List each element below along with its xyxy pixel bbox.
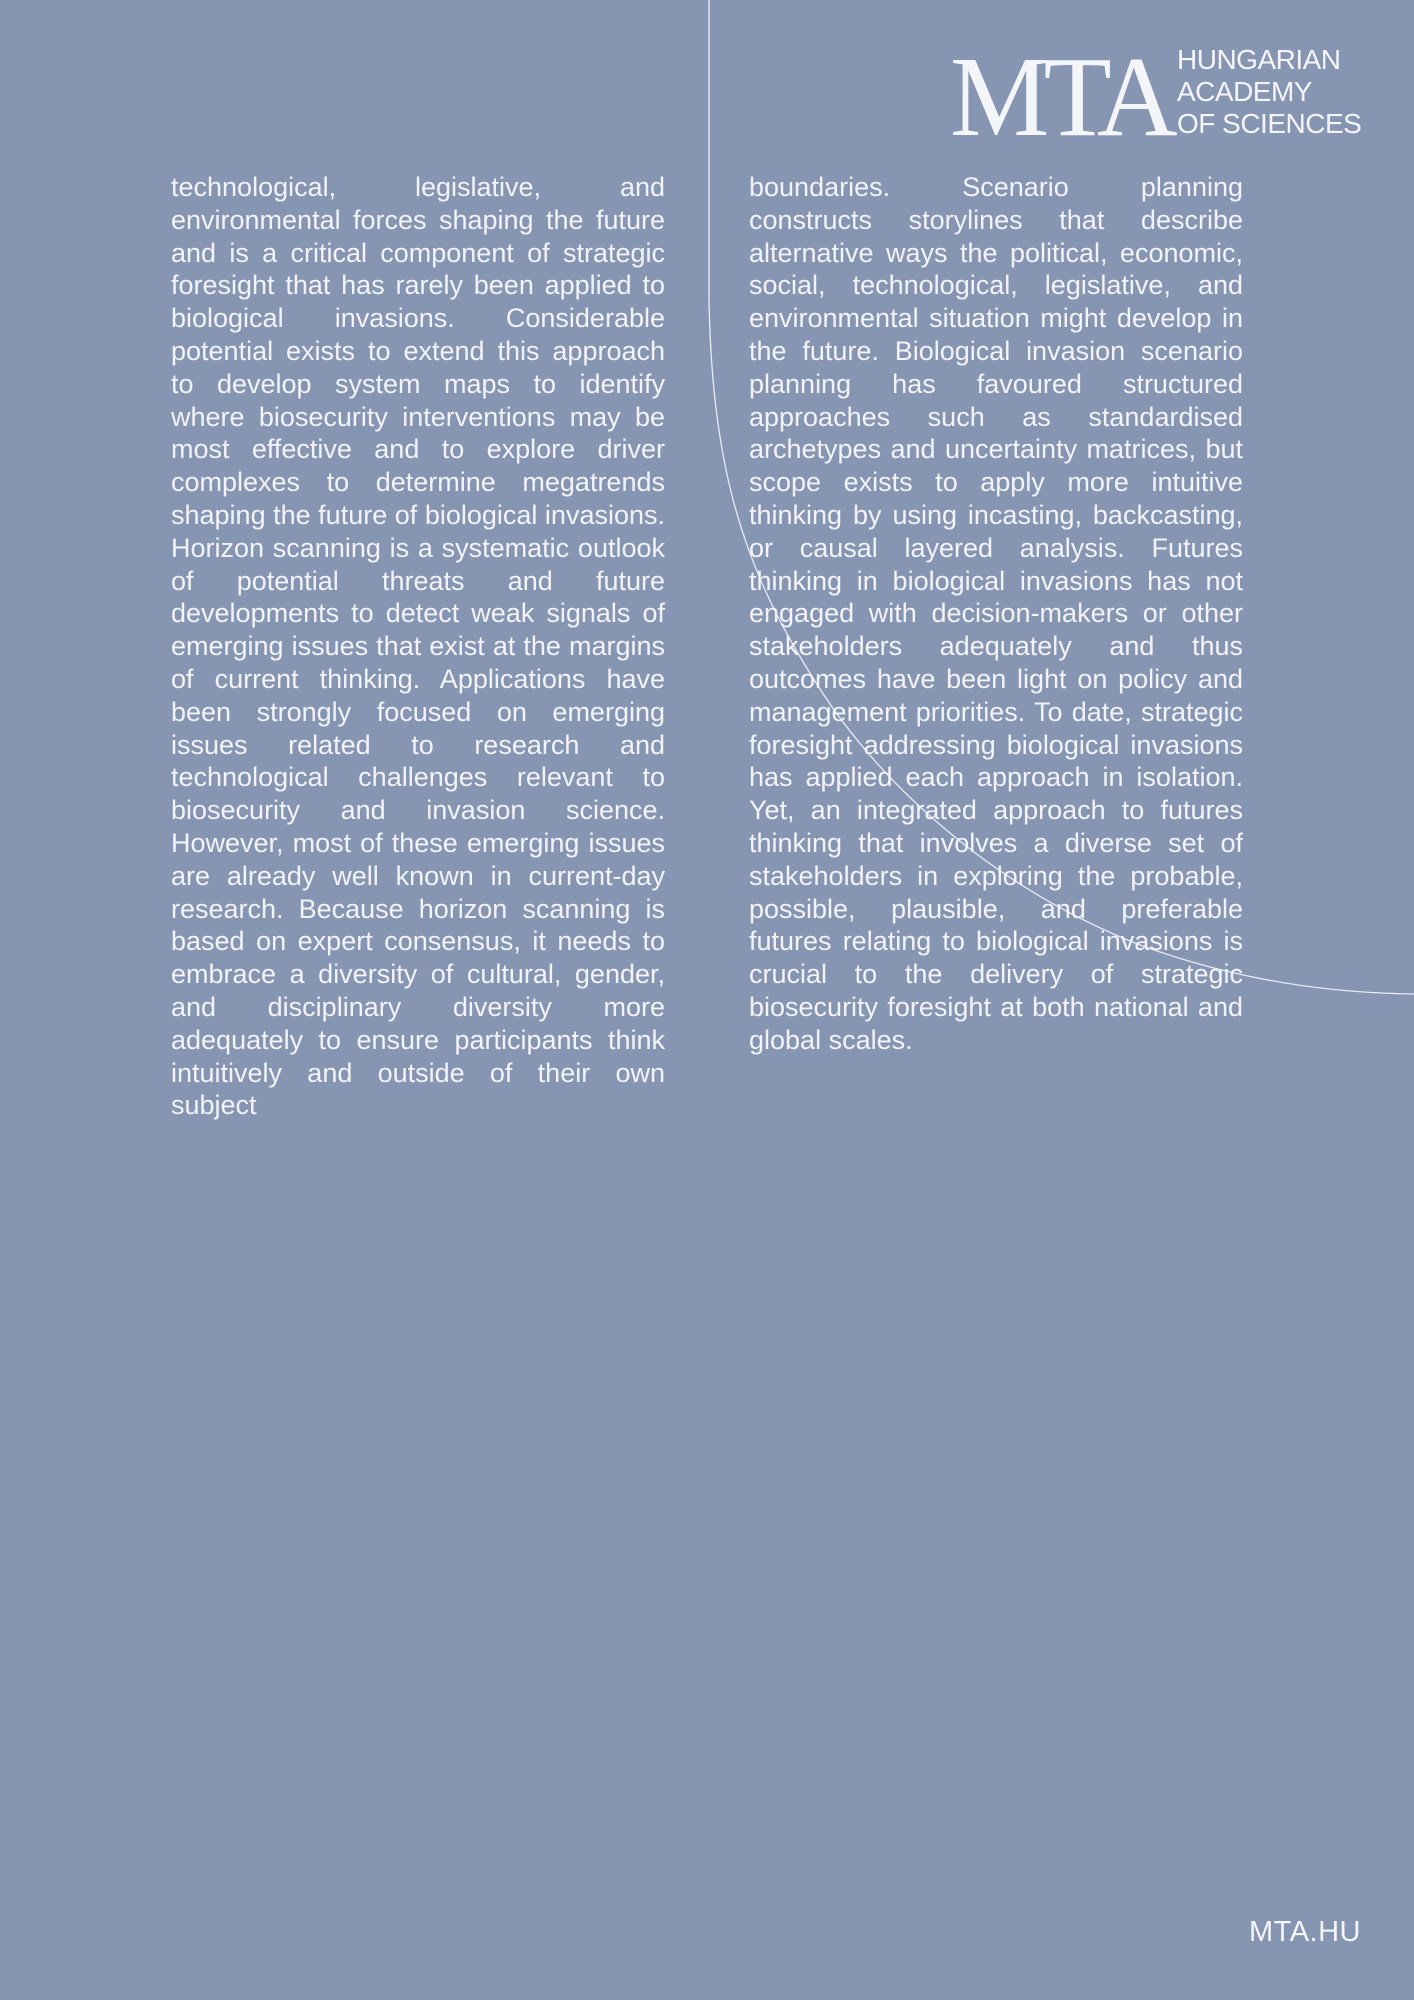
left-text-column: technological, legislative, and environmental forces shaping the future and is a critical component of strategic foresight that has rarely been applied to biological invasions. Considerable potential exists to extend this approach to develop system maps to identify where biosecurity interventions may be most effective and to explore driver complexes to determine megatrends shaping the future of biological invasions. Horizon scanning is a systematic outlook of potential threats and future developments to detect weak signals of emerging issues that exist at the margins of current thinking. Applications have been strongly focused on emerging issues related to research and technological challenges relevant to biosecurity and invasion science. However, most of these emerging issues are already well known in current-day research. Because horizon scanning is based on expert consensus, it needs to embrace a diversity of cultural, gender, and disciplinary diversity more adequately to ensure participants think intuitively and outside of their own subject (171, 172, 665, 1121)
mta-logo (950, 33, 1370, 160)
logo-wordmark (1177, 44, 1361, 140)
logo-mark: MTA (950, 33, 1172, 160)
logo-line-3: OF SCIENCES (1177, 108, 1362, 139)
logo-line-2: ACADEMY (1177, 76, 1312, 107)
logo-line-1: HUNGARIAN (1177, 44, 1341, 75)
right-text-column: boundaries. Scenario planning constructs storylines that describe alternative ways the political, economic, social, technological, legislative, and environmental situation might develop in the future. Biological invasion scenario planning has favoured structured approaches such as standardised archetypes and uncertainty matrices, but scope exists to apply more intuitive thinking by using incasting, backcasting, or causal layered analysis. Futures thinking in biological invasions has not engaged with decision-makers or other stakeholders adequately and thus outcomes have been light on policy and management priorities. To date, strategic foresight addressing biological invasions has applied each approach in isolation. Yet, an integrated approach to futures thinking that involves a diverse set of stakeholders in exploring the probable, possible, plausible, and preferable futures relating to biological invasions is crucial to the delivery of strategic biosecurity foresight at both national and global scales. (749, 172, 1243, 1055)
footer-website-link[interactable]: MTA.HU (1248, 1916, 1361, 1948)
